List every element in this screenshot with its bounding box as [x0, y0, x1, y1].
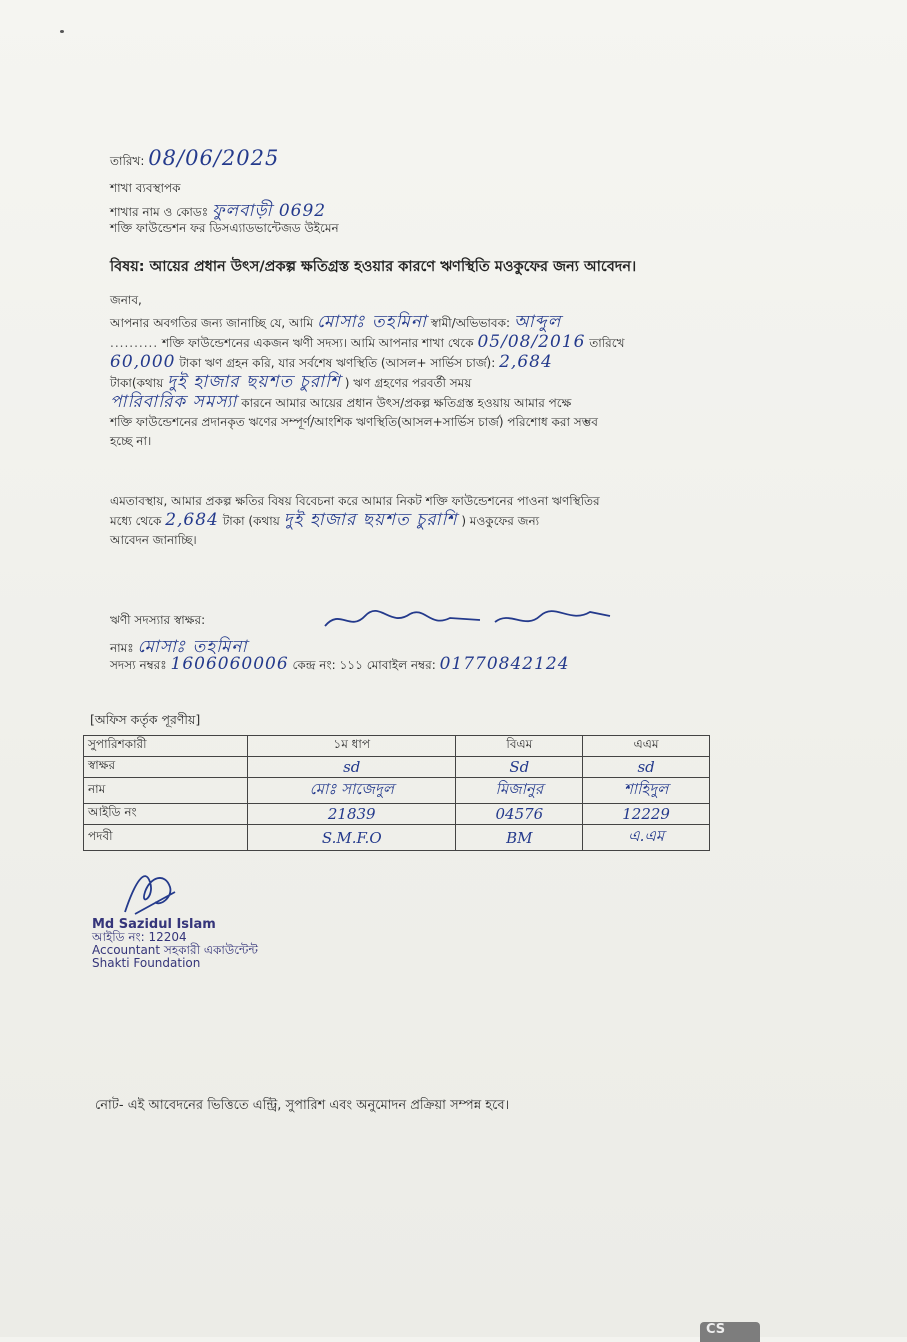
para2-text-2: মধ্যে থেকে [110, 514, 162, 528]
cell-designation-2: BM [456, 825, 583, 851]
row-label-name: নাম [84, 778, 248, 804]
cell-name-3: শাহিদুল [583, 778, 710, 804]
para1-text-7: ) ঋণ গ্রহণের পরবর্তী সময় [344, 376, 472, 390]
table-row [84, 825, 710, 851]
para2-text-4: ) মওকুফের জন্য [461, 514, 540, 528]
member-signature-icon [320, 602, 620, 636]
branch-value: ফুলবাড়ী 0692 [211, 201, 327, 221]
para1-guardian: আব্দুল [513, 312, 562, 332]
paragraph-2 [110, 492, 730, 550]
para1-text-2: স্বামী/অভিভাবক: [430, 316, 511, 330]
para1-amount-words: দুই হাজার ছয়শত চুরাশি [167, 372, 341, 392]
stamp-line-2: Accountant সহকারী একাউন্টেন্ট [92, 943, 258, 957]
para1-member-name: মোসাঃ তহমিনা [316, 312, 427, 332]
footer-note: নোট- এই আবেদনের ভিত্তিতে এন্ট্রি, সুপারিশ এবং অনুমোদন প্রক্রিয়া সম্পন্ন হবে। [95, 1098, 510, 1113]
para2-text-1: এমতাবস্থায়, আমার প্রকল্প ক্ষতির বিষয় বিবেচনা করে আমার নিকট শক্তি ফাউন্ডেশনের পাওনা ঋণস্থিতির [110, 494, 600, 508]
para1-text-4: তারিখে [589, 336, 625, 350]
para1-text-10: হচ্ছে না। [110, 434, 152, 448]
header-col-3: এএম [583, 736, 710, 757]
row-label-designation: পদবী [84, 825, 248, 851]
member-mobile-label: মোবাইল নম্বর: [366, 658, 436, 672]
table-header-row [84, 736, 710, 757]
date-label: তারিখ: [110, 154, 145, 168]
table-row [84, 757, 710, 778]
row-label-id: আইডি নং [84, 804, 248, 825]
paragraph-1: আপনার অবগতির জন্য জানাচ্ছি যে, আমি মোসাঃ তহমিনা স্বামী/অভিভাবক: আব্দুল .......... শক্তি ফাউন্ডেশনের একজন ঋণী সদস্য। আমি আপনার শাখা থেকে 05/08/2016 তারিখে 60,000 টাকা ঋণ গ্রহন করি, যার সর্বশেষ ঋণস্থিতি (আসল+ সার্ভিস চার্জ): 2,684 টাকা(কথায় দুই হাজার ছয়শত চুরাশি ) ঋণ গ্রহণের পরবর্তী সময় পারিবারিক সমস্যা কারনে আমার আয়ের প্রধান উৎস/প্রকল্প ক্ষতিগ্রস্ত হওয়ায় আমার পক্ষে শক্তি ফাউন্ডেশনের প্রদানকৃত ঋণের সম্পূর্ণ/আংশিক ঋণস্থিতি(আসল+সার্ভিস চার্জ) পরিশোধ করা সম্ভব হচ্ছে না। [110, 313, 730, 451]
cell-designation-1: S.M.F.O [248, 825, 456, 851]
para1-text-8: কারনে আমার আয়ের প্রধান উৎস/প্রকল্প ক্ষতিগ্রস্ত হওয়ায় আমার পক্ষে [241, 396, 572, 410]
para1-loan-date: 05/08/2016 [477, 332, 586, 352]
cell-signature-3: sd [583, 757, 710, 778]
cell-id-3: 12229 [583, 804, 710, 825]
accountant-stamp [92, 918, 258, 970]
cell-id-1: 21839 [248, 804, 456, 825]
para1-text-9: শক্তি ফাউন্ডেশনের প্রদানকৃত ঋণের সম্পূর্ণ/আংশিক ঋণস্থিতি(আসল+সার্ভিস চার্জ) পরিশোধ করা সম্ভব [110, 415, 598, 429]
para1-balance: 2,684 [499, 352, 553, 372]
date-value: 08/06/2025 [148, 146, 280, 170]
scanner-logo: CS [700, 1322, 760, 1342]
cell-id-2: 04576 [456, 804, 583, 825]
subject-line: বিষয়: আয়ের প্রধান উৎস/প্রকল্প ক্ষতিগ্রস্ত হওয়ার কারণে ঋণস্থিতি মওকুফের জন্য আবেদন। [110, 259, 637, 275]
header-col-1: ১ম ধাপ [248, 736, 456, 757]
row-label-signature: স্বাক্ষর [84, 757, 248, 778]
member-center-label: কেন্দ্র নং: [292, 658, 336, 672]
para1-reason: পারিবারিক সমস্যা [110, 392, 238, 412]
cell-signature-1: sd [248, 757, 456, 778]
date-line [110, 146, 279, 173]
para1-text-1: আপনার অবগতির জন্য জানাচ্ছি যে, আমি [110, 316, 314, 330]
table-row [84, 804, 710, 825]
member-signature-line [110, 612, 205, 632]
cell-signature-2: Sd [456, 757, 583, 778]
cell-name-1: মোঃ সাজেদুল [248, 778, 456, 804]
para2-text-3: টাকা (কথায় [222, 514, 280, 528]
addressee-line: শাখা ব্যবস্থাপক [110, 181, 181, 195]
cell-name-2: মিজানুর [456, 778, 583, 804]
organization-line: শক্তি ফাউন্ডেশন ফর ডিসএ্যাডভান্টেজড উইমেন [110, 221, 339, 235]
member-number-line [110, 654, 570, 677]
member-signature-label: ঋণী সদস্যার স্বাক্ষর: [110, 613, 206, 627]
table-row [84, 778, 710, 804]
accountant-signature-icon [115, 862, 185, 920]
para1-text-5: টাকা ঋণ গ্রহন করি, যার সর্বশেষ ঋণস্থিতি (আসল+ সার্ভিস চার্জ): [179, 356, 496, 370]
member-center-value: ১১১ [339, 658, 363, 672]
para2-amount: 2,684 [165, 510, 219, 530]
header-recommender: সুপারিশকারী [84, 736, 248, 757]
member-name-value: মোসাঃ তহমিনা [137, 637, 248, 657]
office-approval-table [83, 735, 710, 851]
cell-designation-3: এ.এম [583, 825, 710, 851]
stamp-line-1: আইডি নং: 12204 [92, 930, 187, 944]
salutation: জনাব, [110, 293, 142, 307]
office-use-label: [অফিস কর্তৃক পূরণীয়] [90, 712, 201, 727]
para2-text-5: আবেদন জানাচ্ছি। [110, 533, 197, 547]
speck [60, 30, 64, 33]
stamp-name: Md Sazidul Islam [92, 917, 216, 932]
para1-text-6: টাকা(কথায় [110, 376, 164, 390]
member-mobile-value: 01770842124 [439, 654, 570, 674]
header-col-2: বিএম [456, 736, 583, 757]
member-number-label: সদস্য নম্বরঃ [110, 658, 167, 672]
member-name-label: নামঃ [110, 641, 134, 655]
para2-amount-words: দুই হাজার ছয়শত চুরাশি [283, 510, 458, 530]
member-number-value: 1606060006 [170, 654, 289, 674]
para1-text-3: শক্তি ফাউন্ডেশনের একজন ঋণী সদস্য। আমি আপনার শাখা থেকে [161, 336, 474, 350]
stamp-line-3: Shakti Foundation [92, 956, 201, 970]
branch-label: শাখার নাম ও কোডঃ [110, 205, 209, 219]
para1-loan-amount: 60,000 [110, 352, 176, 372]
